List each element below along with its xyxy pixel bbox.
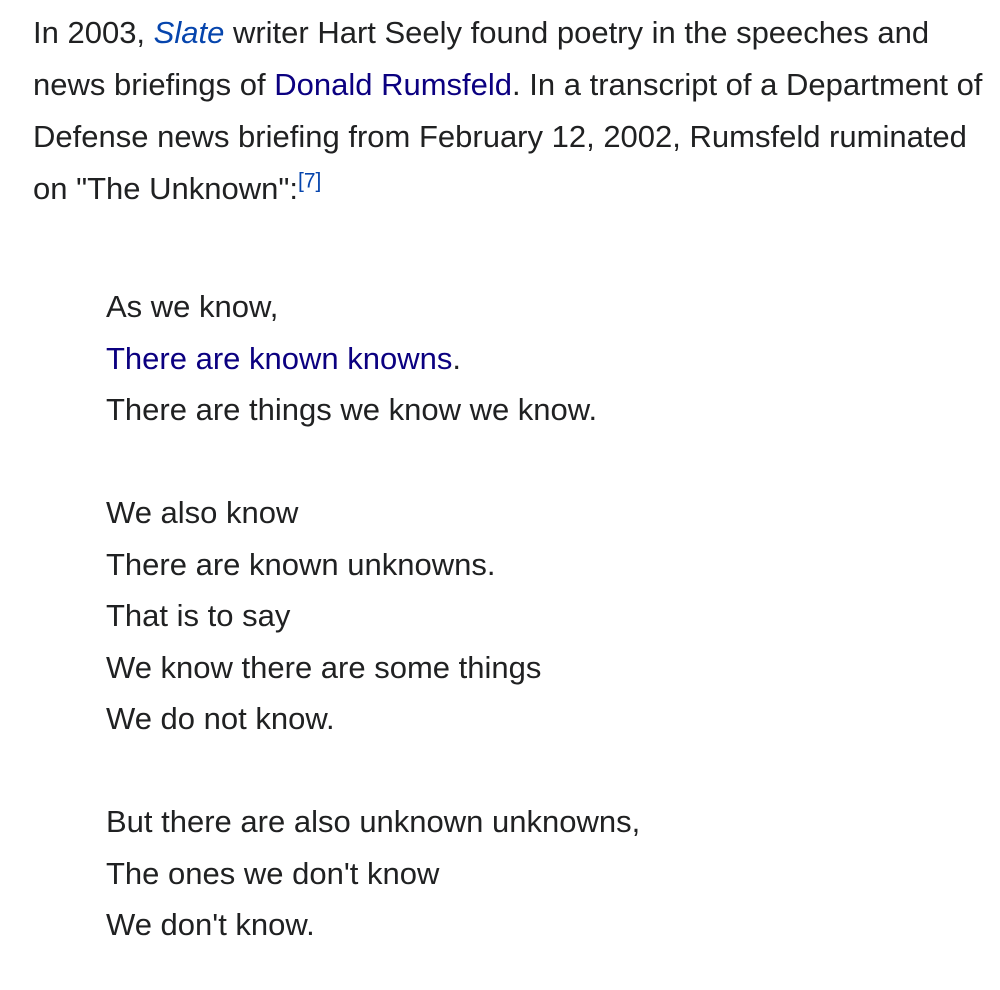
intro-text-start: In 2003, xyxy=(33,15,154,50)
intro-text-middle: writer Hart Seely found poetry in the speeches and news briefings of xyxy=(33,15,930,102)
donald-rumsfeld-link[interactable]: Donald Rumsfeld xyxy=(274,67,513,102)
poem-line: We know there are some things xyxy=(106,649,542,685)
poem-line: But there are also unknown unknowns, xyxy=(106,804,641,839)
poem-line-punctuation: . xyxy=(452,340,461,376)
intro-paragraph xyxy=(33,7,983,215)
citation-link[interactable]: [7] xyxy=(297,169,322,193)
poem-line-with-link xyxy=(106,333,966,385)
poem-line: We do not know. xyxy=(106,701,335,736)
poem-line: There are things we know we know. xyxy=(106,392,598,427)
poem-block xyxy=(106,281,966,951)
poem-line: We also know xyxy=(106,495,299,530)
poem-stanza-2 xyxy=(106,487,966,745)
poem-stanza-3 xyxy=(106,796,966,951)
poem-line: The ones we don't know xyxy=(106,855,440,891)
poem-stanza-1 xyxy=(106,281,966,436)
poem-line: As we know, xyxy=(106,289,279,324)
slate-link[interactable]: Slate xyxy=(153,15,225,50)
poem-line: That is to say xyxy=(106,598,291,633)
poem-line: There are known unknowns. xyxy=(106,546,496,582)
intro-text-end: . In a transcript of a Department of Defense news briefing from February 12, 2002, Rumsfeld ruminated on "The Unknown": xyxy=(33,67,983,206)
known-knowns-link[interactable]: There are known knowns xyxy=(106,340,453,376)
poem-line: We don't know. xyxy=(106,907,315,942)
